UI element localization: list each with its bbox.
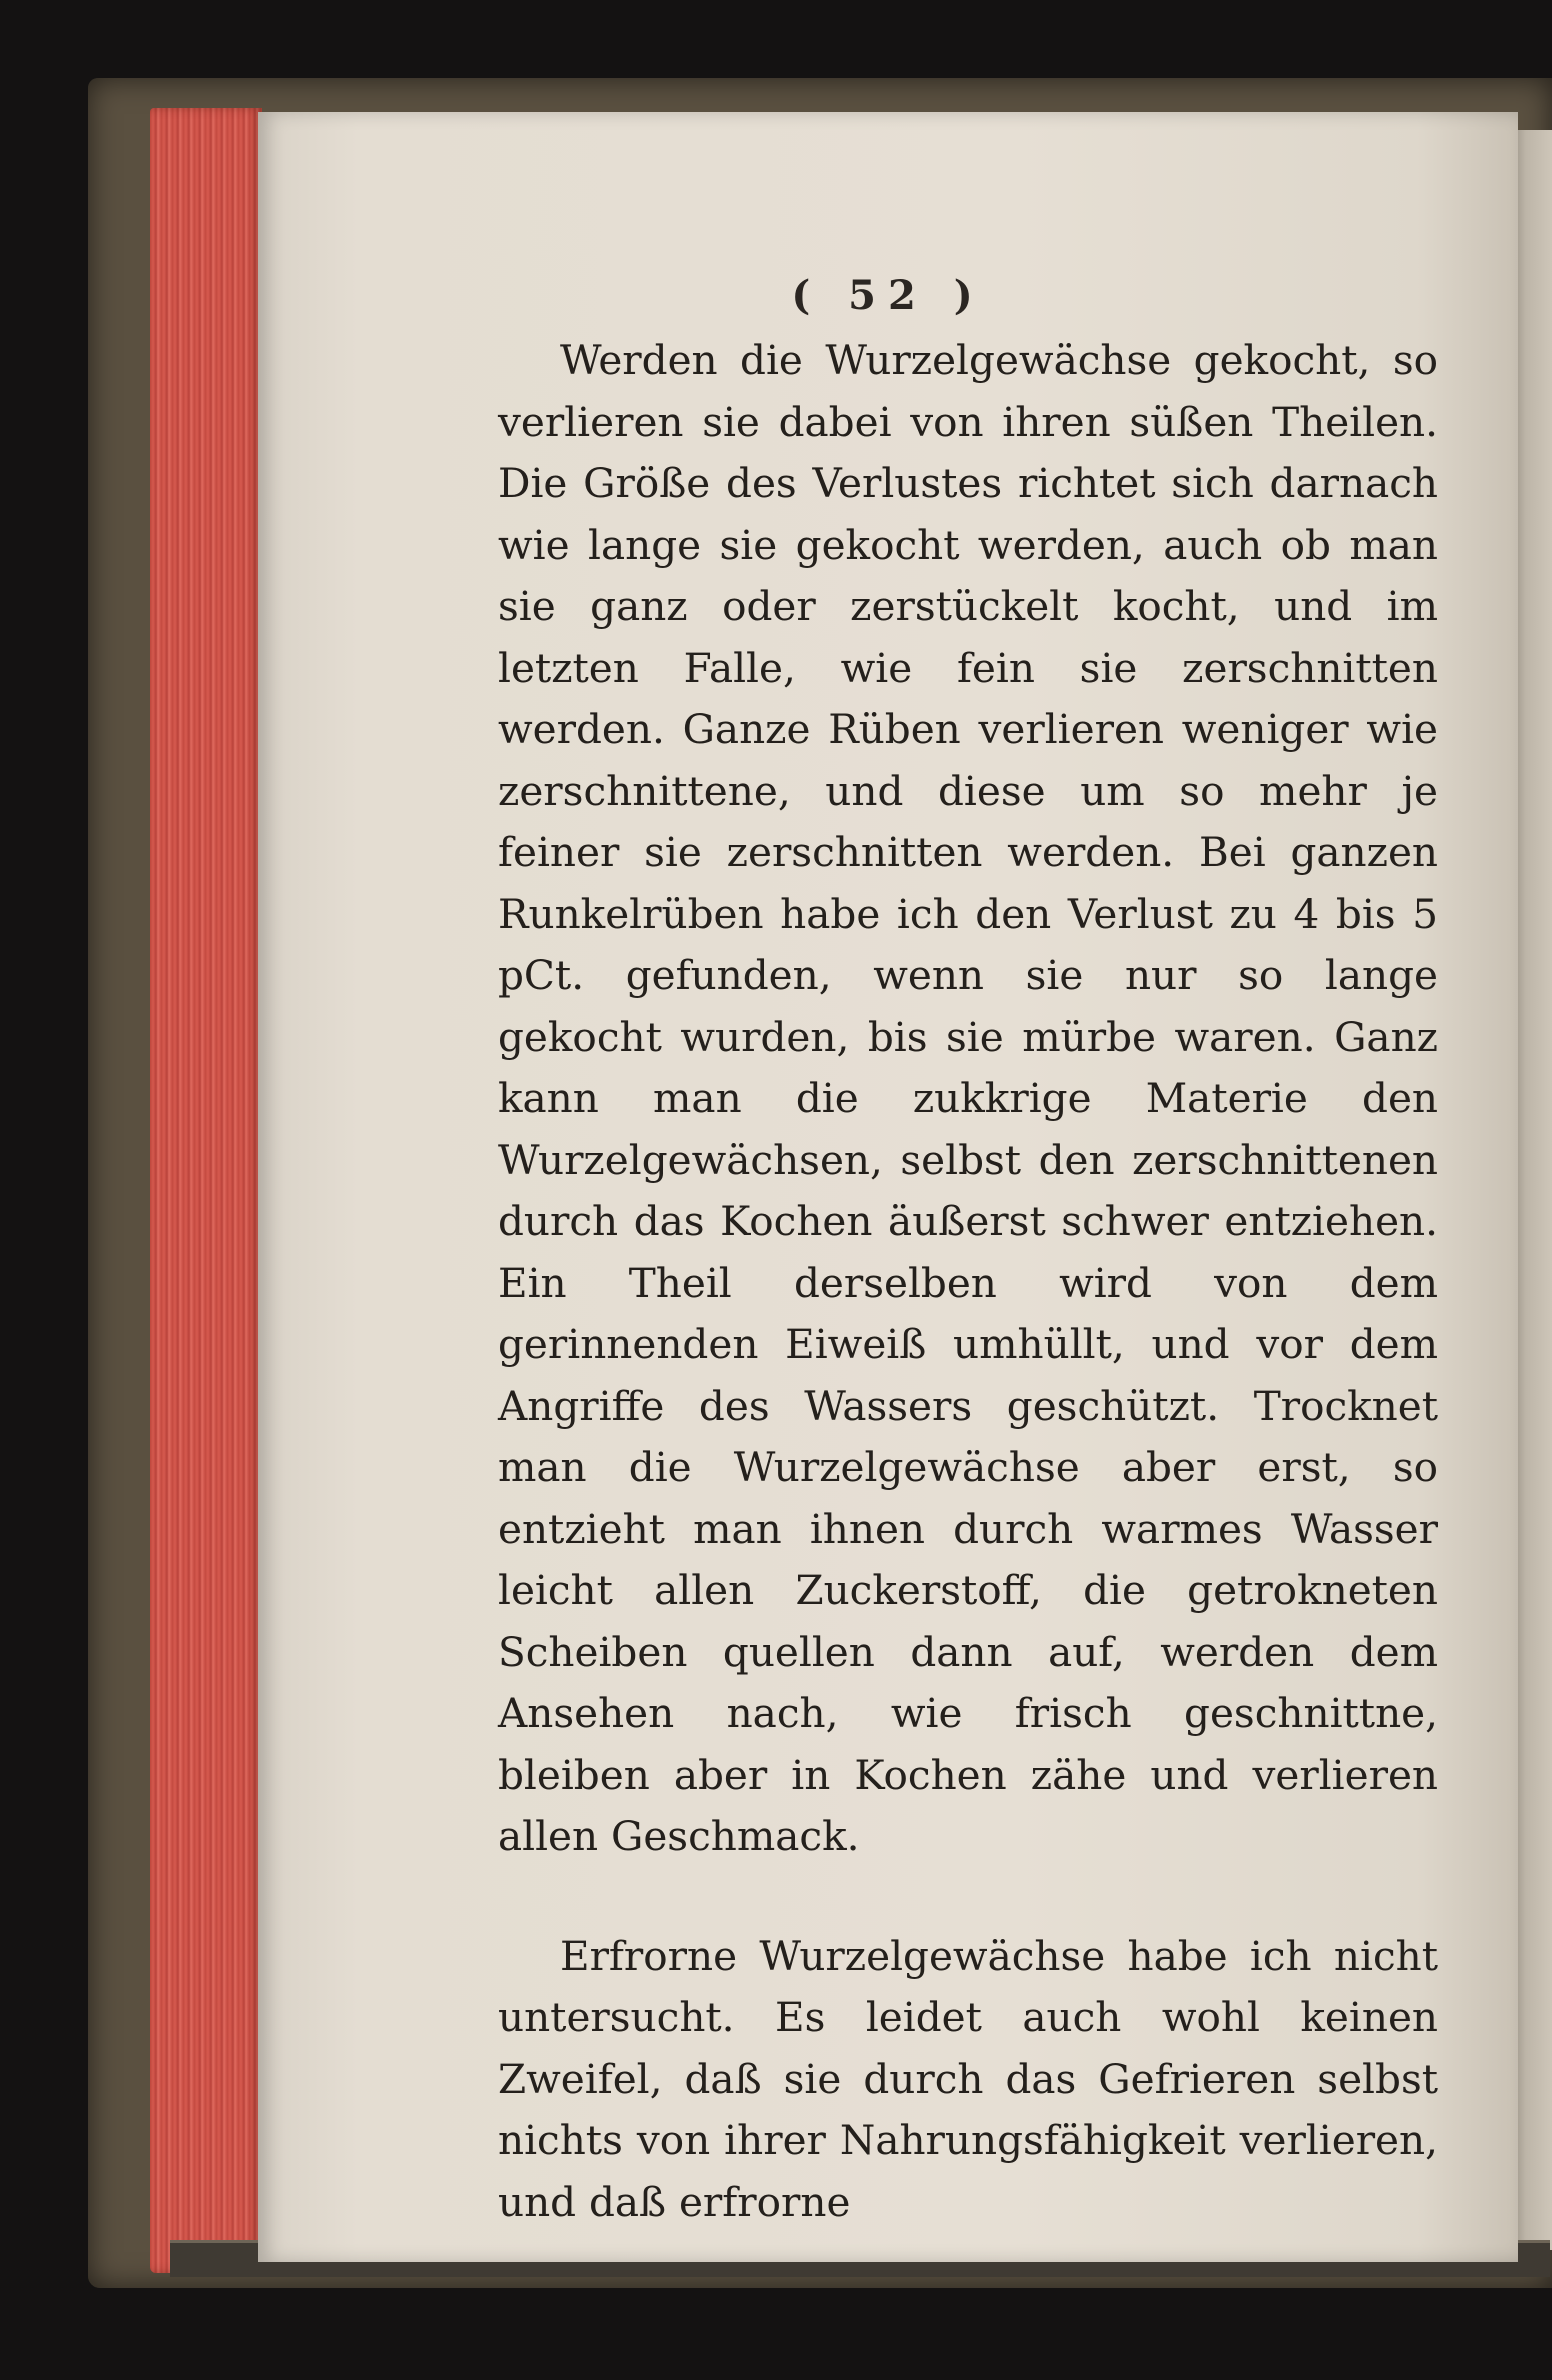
book-page: [258, 112, 1518, 2262]
red-page-edges: [150, 108, 262, 2273]
paragraph-1: Werden die Wurzelgewächse gekocht, so verlieren sie dabei von ihren süßen Theilen. Die Größe des Verlustes richtet sich darnach wie lange sie gekocht werden, auch ob man sie ganz oder zerstückelt kocht, und im letzten Falle, wie fein sie zerschnitten werden. Ganze Rüben verlieren weniger wie zerschnittene, und diese um so mehr je feiner sie zerschnitten werden. Bei ganzen Runkelrüben habe ich den Verlust zu 4 bis 5 pCt. gefunden, wenn sie nur so lange gekocht wurden, bis sie mürbe waren. Ganz kann man die zukkrige Materie den Wurzelgewächsen, selbst den zerschnittenen durch das Kochen äußerst schwer entziehen. Ein Theil derselben wird von dem gerinnenden Eiweiß umhüllt, und vor dem Angriffe des Wassers geschützt. Trocknet man die Wurzelgewächse aber erst, so entzieht man ihnen durch warmes Wasser leicht allen Zuckerstoff, die getrokneten Scheiben quellen dann auf, werden dem Ansehen nach, wie frisch geschnittne, bleiben aber in Kochen zähe und verlieren allen Geschmack.: [498, 336, 1438, 1860]
page-text: [498, 330, 1438, 2233]
page-number: ( 52 ): [791, 272, 985, 319]
paragraph-2: Erfrorne Wurzelgewächse habe ich nicht untersucht. Es leidet auch wohl keinen Zweifel, daß sie durch das Gefrieren selbst nichts von ihrer Nahrungsfähigkeit verlieren, und daß erfrorne: [498, 1931, 1438, 2226]
